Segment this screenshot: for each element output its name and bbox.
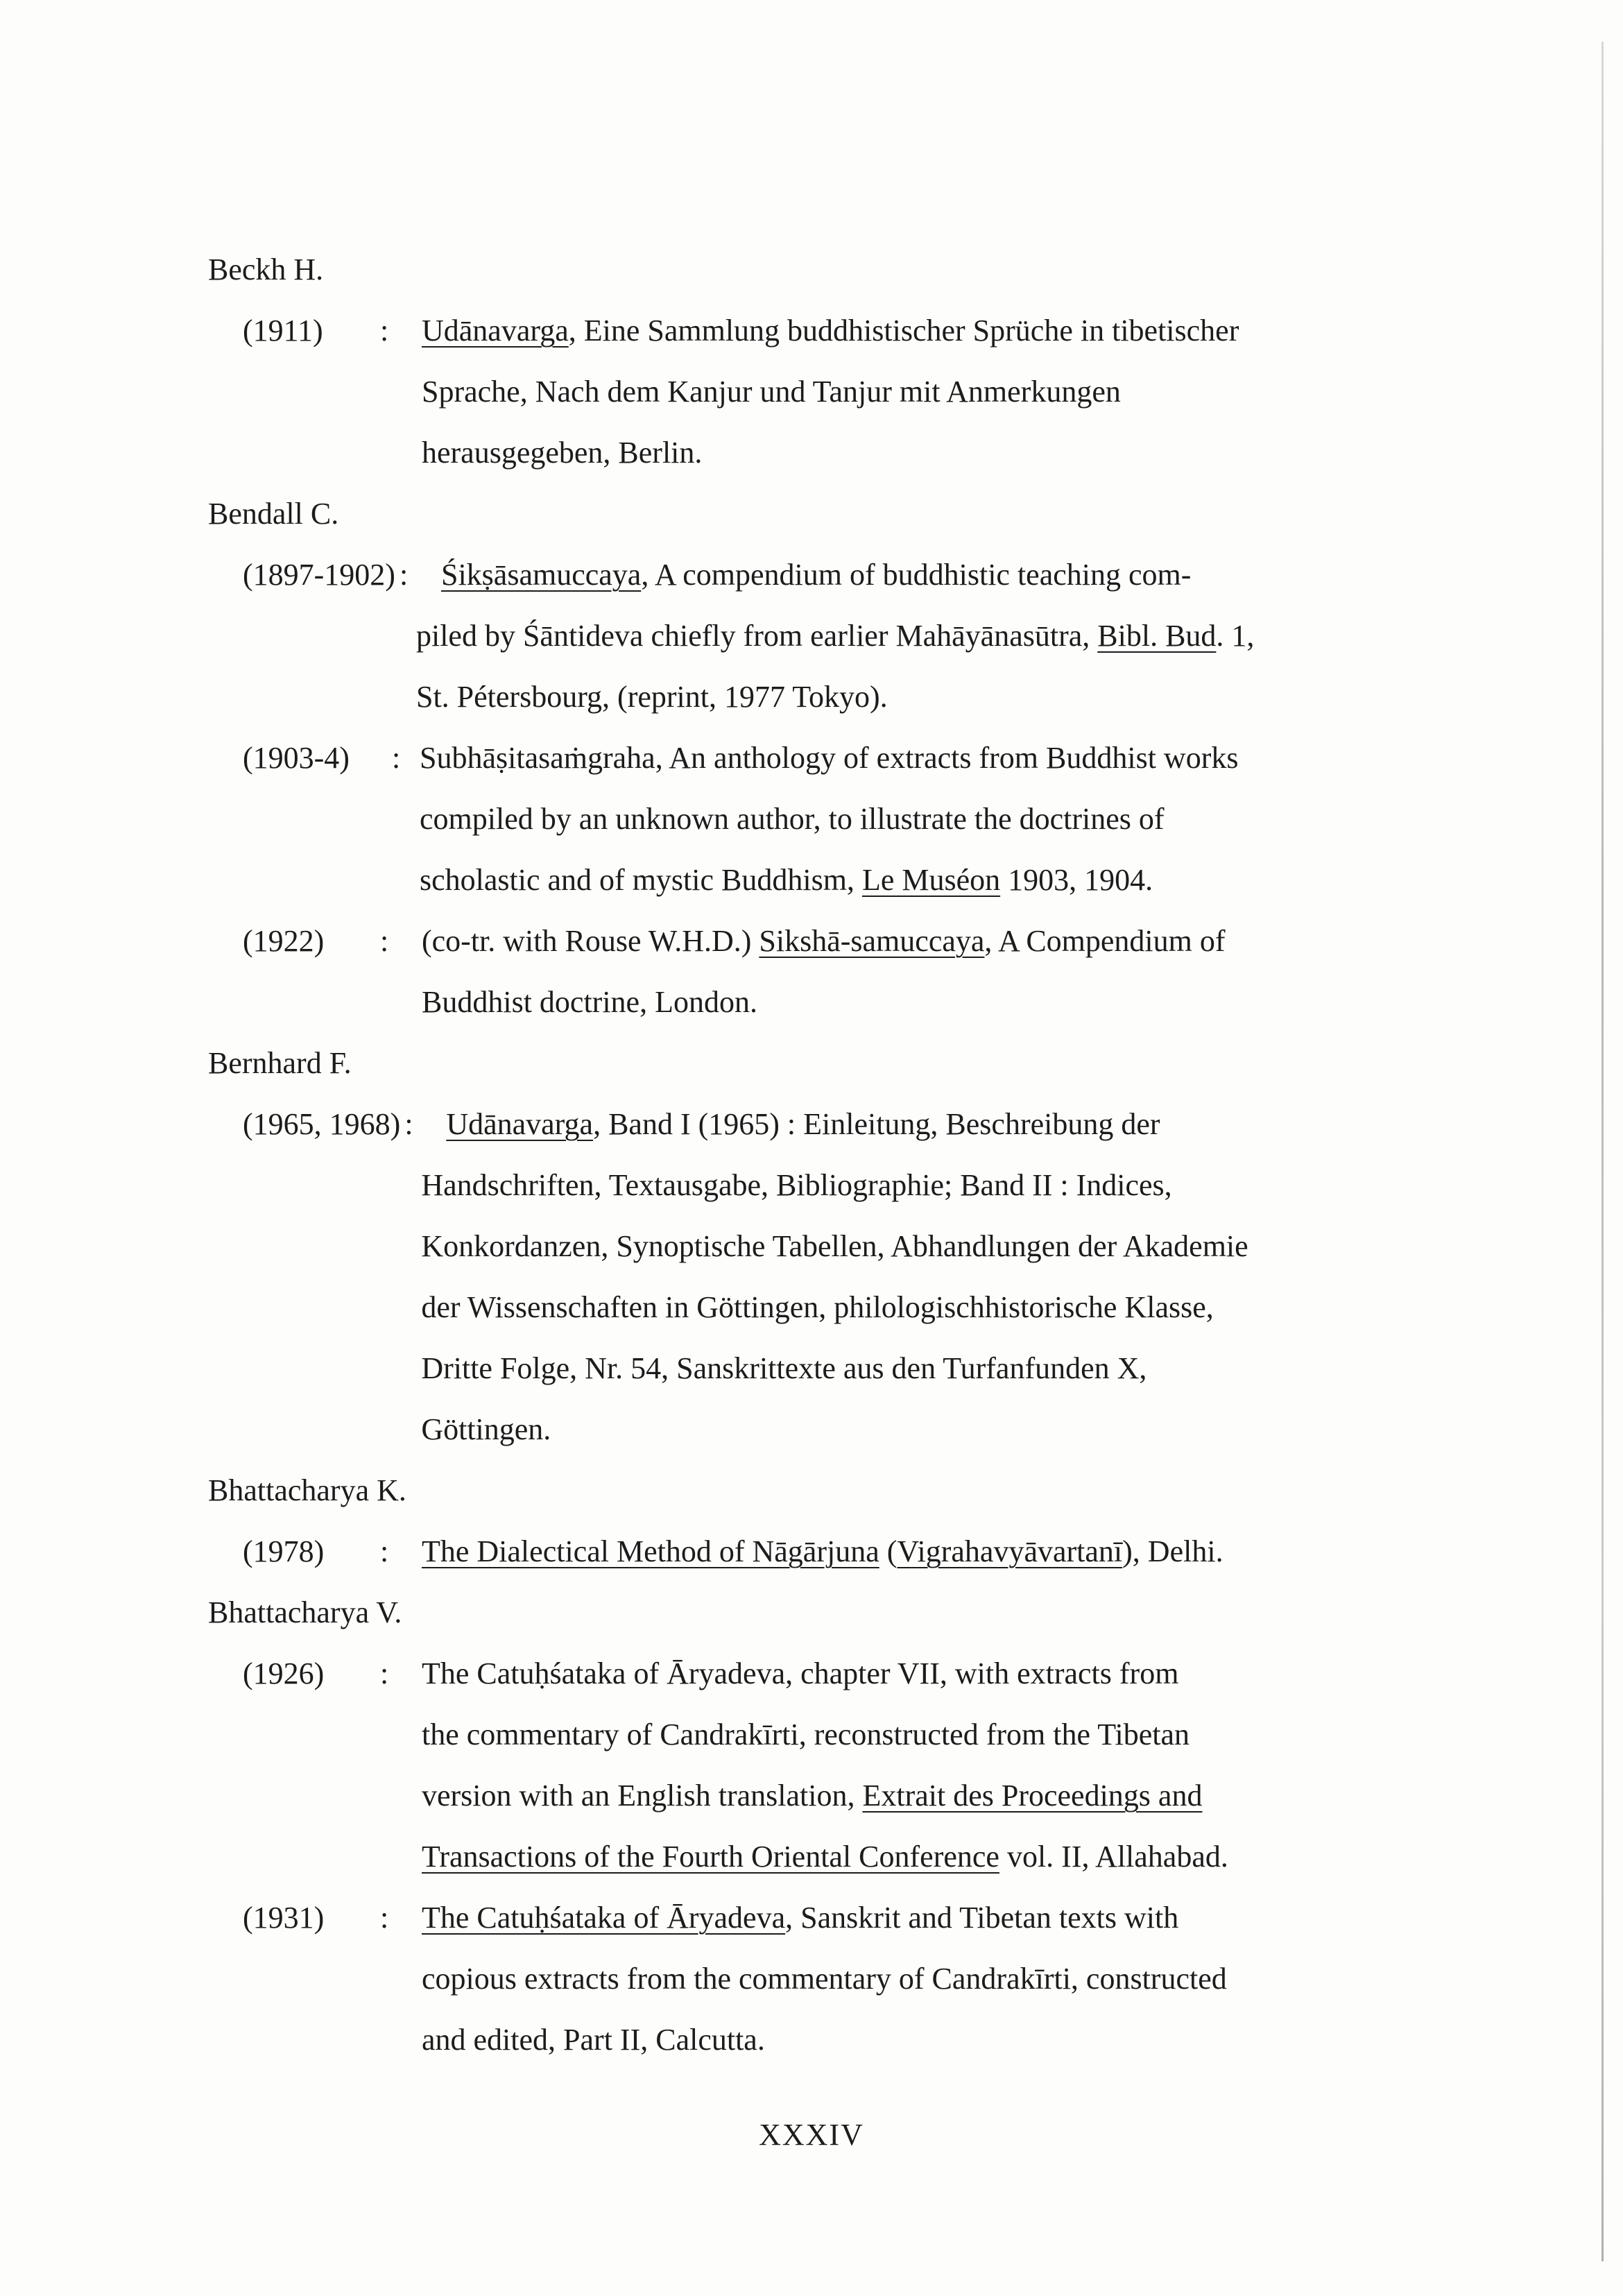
entry-title: Sikshā-samuccaya	[759, 924, 985, 958]
entry-series: Bibl. Bud	[1097, 619, 1217, 653]
entry-separator: :	[380, 314, 389, 348]
entry-journal-cont: Transactions of the Fourth Oriental Conference	[422, 1840, 999, 1874]
entry-title: The Dialectical Method of Nāgārjuna	[422, 1534, 879, 1568]
bibliography-entry	[208, 1887, 1443, 2071]
entry-year: (1922)	[243, 924, 325, 958]
entry-text: Śikṣāsamuccaya, A compendium of buddhistic teaching com- piled by Śāntideva chiefly from earlier Mahāyānasūtra, Bibl. Bud. 1, St. Pétersbourg, (reprint, 1977 Tokyo).	[415, 558, 1255, 714]
entry-separator: :	[380, 924, 389, 958]
bibliography-entry	[208, 911, 1443, 1033]
entry-year: (1911)	[243, 314, 323, 348]
entry-text: (co-tr. with Rouse W.H.D.) Sikshā-samuccaya, A Compendium of Buddhist doctrine, London.	[422, 924, 1226, 1019]
entry-separator: :	[392, 741, 401, 775]
entry-separator: :	[380, 1656, 389, 1690]
entry-year: (1897-1902)	[243, 558, 395, 592]
entry-journal: Le Muséon	[861, 863, 1001, 897]
author-heading: Bendall C.	[208, 497, 339, 531]
entry-text: Udānavarga, Eine Sammlung buddhistischer Sprüche in tibetischer Sprache, Nach dem Kanjur und Tanjur mit Anmerkungen herausgegeben, Berlin.	[422, 314, 1239, 470]
entry-subtitle: Vigrahavyāvartanī	[897, 1534, 1123, 1568]
page-number: XXXIV	[759, 2118, 864, 2152]
page-edge-shadow	[1601, 42, 1604, 2261]
entry-separator: :	[399, 558, 409, 592]
bibliography-entry	[208, 1094, 1443, 1460]
entry-title: Udānavarga	[422, 314, 569, 348]
entry-journal: Extrait des Proceedings and	[862, 1779, 1203, 1813]
entry-year: (1926)	[243, 1656, 325, 1690]
author-heading: Bernhard F.	[208, 1046, 352, 1080]
entry-title: Udānavarga	[446, 1107, 594, 1141]
entry-year: (1978)	[243, 1534, 325, 1568]
entry-year: (1903-4)	[243, 741, 350, 775]
entry-text: The Catuḥśataka of Āryadeva, chapter VII, with extracts from the commentary of Candrakīrti, reconstructed from the Tibetan version with an English translation, Extrait des Proceedings and Transactions of the Fourth Oriental Conference vol. II, Allahabad.	[422, 1656, 1228, 1874]
entry-title: Śikṣāsamuccaya	[440, 558, 642, 592]
bibliography-entry	[208, 545, 1443, 728]
entry-separator: :	[380, 1534, 389, 1568]
bibliography-list	[208, 239, 1443, 2071]
author-heading: Bhattacharya V.	[208, 1595, 402, 1629]
entry-separator: :	[380, 1901, 389, 1935]
bibliography-entry	[208, 1521, 1443, 1582]
entry-text: The Dialectical Method of Nāgārjuna (Vigrahavyāvartanī), Delhi.	[422, 1534, 1223, 1568]
entry-text: Subhāṣitasaṁgraha, An anthology of extracts from Buddhist works compiled by an unknown author, to illustrate the doctrines of scholastic and of mystic Buddhism, Le Muséon 1903, 1904.	[420, 741, 1239, 897]
bibliography-entry	[208, 728, 1443, 911]
author-heading: Bhattacharya K.	[208, 1473, 406, 1507]
entry-year: (1965, 1968)	[243, 1107, 401, 1141]
entry-year: (1931)	[243, 1901, 325, 1935]
entry-text: The Catuḥśataka of Āryadeva, Sanskrit and Tibetan texts with copious extracts from the commentary of Candrakīrti, constructed and edited, Part II, Calcutta.	[422, 1901, 1227, 2057]
entry-text: Udānavarga, Band I (1965) : Einleitung, Beschreibung der Handschriften, Textausgabe, Bibliographie; Band II : Indices, Konkordanzen, Synoptische Tabellen, Abhandlungen der Akademie der Wissenschaften in Göttingen, philologischhistorische Klasse, Dritte Folge, Nr. 54, Sanskrittexte aus den Turfanfunden X, Göttingen.	[421, 1107, 1248, 1446]
bibliography-entry	[208, 300, 1443, 483]
entry-title: The Catuḥśataka of Āryadeva	[422, 1901, 786, 1935]
bibliography-entry	[208, 1643, 1443, 1887]
author-heading: Beckh H.	[208, 252, 324, 286]
entry-separator: :	[404, 1107, 413, 1141]
